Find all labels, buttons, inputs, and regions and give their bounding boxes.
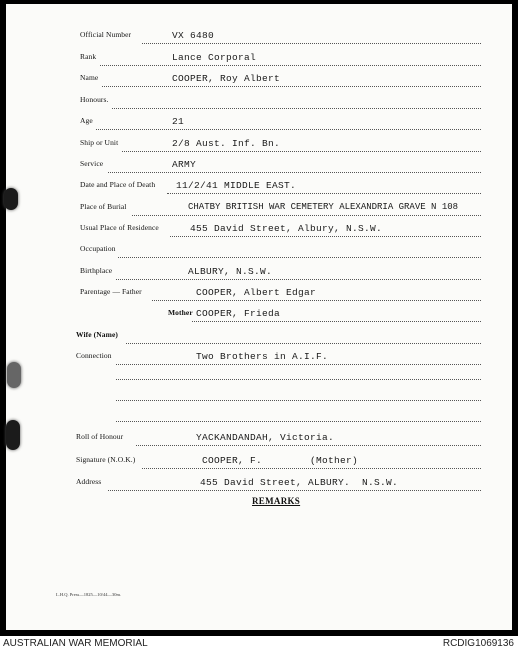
signature-line <box>142 467 481 469</box>
connection-extra-line-3 <box>116 420 481 422</box>
burial-value: CHATBY BRITISH WAR CEMETERY ALEXANDRIA GRAVE N 108 <box>188 202 459 212</box>
connection-row <box>0 351 518 367</box>
father-label: Parentage — Father <box>80 287 142 296</box>
father-value: COOPER, Albert Edgar <box>196 287 317 298</box>
connection-label: Connection <box>76 351 112 360</box>
name-label: Name <box>80 73 99 82</box>
honours-row <box>0 95 518 111</box>
signature-value: COOPER, F. (Mother) <box>202 455 359 466</box>
death-line <box>167 192 481 194</box>
name-line <box>102 85 481 87</box>
honours-label: Honours. <box>80 95 109 104</box>
age-value: 21 <box>172 116 185 127</box>
name-value: COOPER, Roy Albert <box>172 73 281 84</box>
address-label: Address <box>76 477 102 486</box>
mother-label: Mother <box>168 308 193 317</box>
rank-value: Lance Corporal <box>172 52 257 63</box>
official-number-line <box>142 42 481 44</box>
rank-line <box>100 64 481 66</box>
roll-of-honour-value: YACKANDANDAH, Victoria. <box>196 432 335 443</box>
printer-footnote: L.H.Q. Press—1825—10/44—30m. <box>56 592 122 597</box>
address-row <box>0 477 518 493</box>
ship-unit-label: Ship or Unit <box>80 138 119 147</box>
ship-unit-value: 2/8 Aust. Inf. Bn. <box>172 138 281 149</box>
official-number-row <box>0 30 518 46</box>
name-row <box>0 73 518 89</box>
remarks-heading: REMARKS <box>252 496 301 506</box>
death-label: Date and Place of Death <box>80 180 156 189</box>
age-line <box>96 128 481 130</box>
service-row <box>0 159 518 175</box>
occupation-label: Occupation <box>80 244 116 253</box>
burial-line <box>132 214 481 216</box>
service-line <box>108 171 481 173</box>
connection-extra-line-1 <box>116 378 481 380</box>
caption-record-id: RCDIG1069136 <box>442 638 514 649</box>
roll-of-honour-row <box>0 432 518 448</box>
connection-line <box>116 363 481 365</box>
official-number-value: VX 6480 <box>172 30 215 41</box>
mother-line <box>192 320 481 322</box>
age-row <box>0 116 518 132</box>
occupation-row <box>0 244 518 260</box>
death-value: 11/2/41 MIDDLE EAST. <box>176 180 297 191</box>
birthplace-line <box>116 278 481 280</box>
mother-value: COOPER, Frieda <box>196 308 281 319</box>
roll-of-honour-label: Roll of Honour <box>76 432 124 441</box>
roll-of-honour-line <box>136 444 481 446</box>
rank-row <box>0 52 518 68</box>
residence-line <box>170 235 481 237</box>
signature-label: Signature (N.O.K.) <box>76 455 136 464</box>
mother-row <box>0 308 518 324</box>
birthplace-value: ALBURY, N.S.W. <box>188 266 273 277</box>
rank-label: Rank <box>80 52 97 61</box>
birthplace-label: Birthplace <box>80 266 113 275</box>
father-line <box>152 299 481 301</box>
residence-value: 455 David Street, Albury, N.S.W. <box>190 223 383 234</box>
birthplace-row <box>0 266 518 282</box>
service-label: Service <box>80 159 104 168</box>
address-line <box>108 489 481 491</box>
official-number-label: Official Number <box>80 30 132 39</box>
residence-row <box>0 223 518 239</box>
caption-source: AUSTRALIAN WAR MEMORIAL <box>3 638 148 649</box>
wife-row <box>0 330 518 346</box>
wife-line <box>126 342 481 344</box>
father-row <box>0 287 518 303</box>
wife-label: Wife (Name) <box>76 330 118 339</box>
connection-value: Two Brothers in A.I.F. <box>196 351 329 362</box>
ship-unit-row <box>0 138 518 154</box>
connection-extra-line-2 <box>116 399 481 401</box>
burial-row <box>0 202 518 218</box>
honours-line <box>112 107 481 109</box>
service-value: ARMY <box>172 159 197 170</box>
age-label: Age <box>80 116 93 125</box>
signature-row <box>0 455 518 471</box>
address-value: 455 David Street, ALBURY. N.S.W. <box>200 477 399 488</box>
occupation-line <box>118 256 481 258</box>
burial-label: Place of Burial <box>80 202 127 211</box>
death-row <box>0 180 518 196</box>
residence-label: Usual Place of Residence <box>80 223 159 232</box>
ship-unit-line <box>122 150 481 152</box>
